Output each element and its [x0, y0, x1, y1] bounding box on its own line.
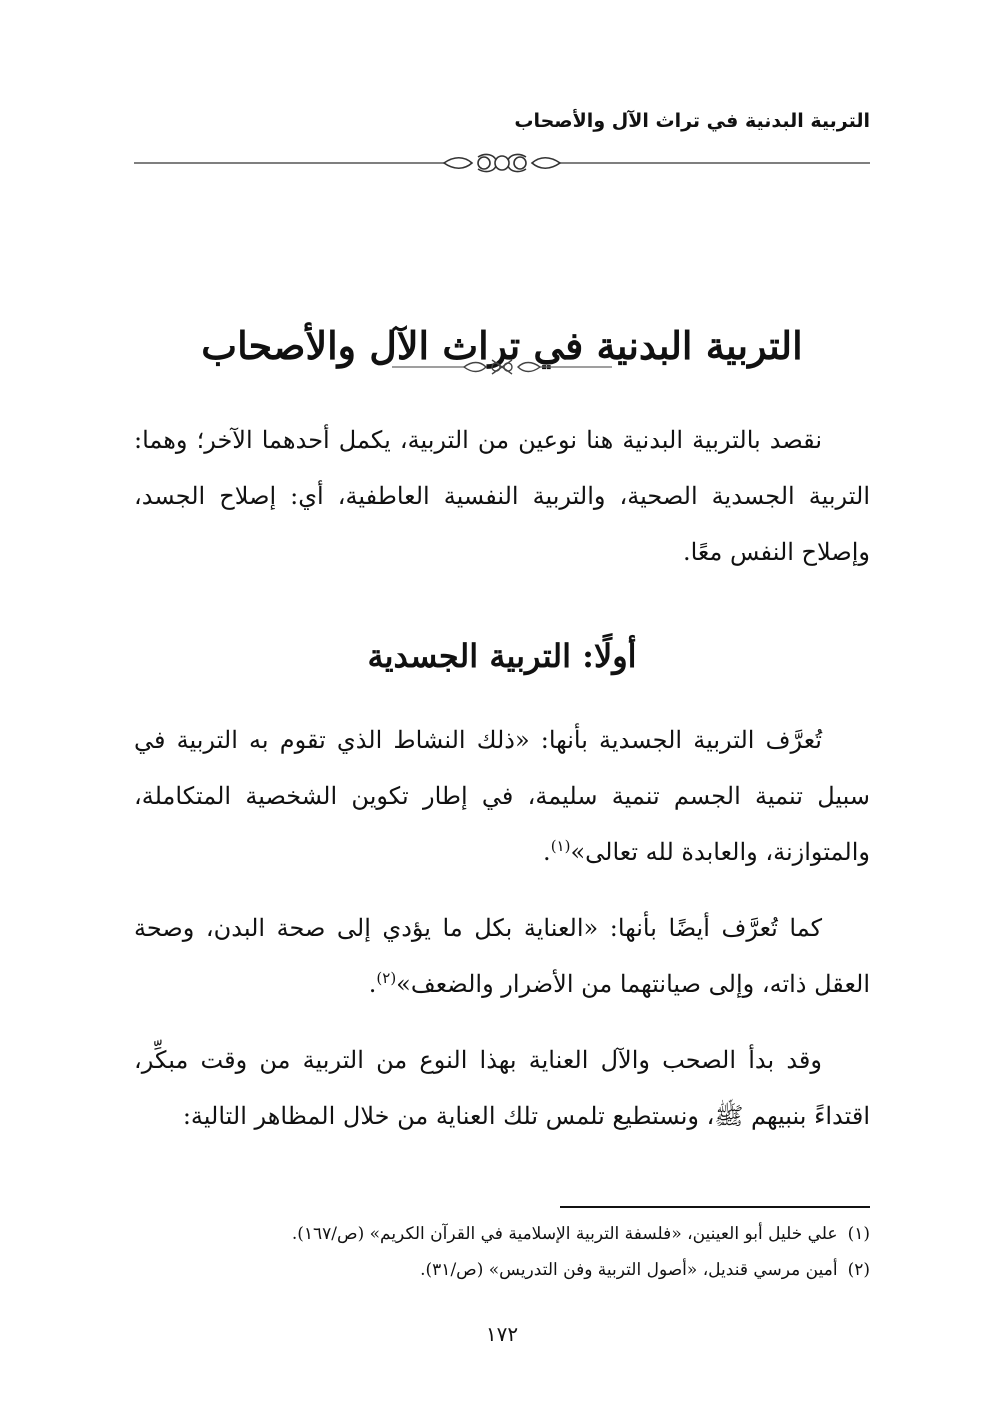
intro-paragraph: نقصد بالتربية البدنية هنا نوعين من التربية، يكمل أحدهما الآخر؛ وهما: التربية الجسدية الصحية، والتربية النفسية العاطفية، أي: إصلاح الجسد، وإصلاح النفس معًا. — [134, 426, 870, 566]
definition-paragraph-1 — [134, 712, 870, 880]
paragraph-text: تُعرَّف التربية الجسدية بأنها: «ذلك النشاط الذي تقوم به التربية في سبيل تنمية الجسم تنمية سليمة، في إطار تكوين الشخصية المتكاملة، والمتوازنة، والعابدة لله تعالى» — [134, 726, 870, 866]
running-header: التربية البدنية في تراث الآل والأصحاب — [514, 110, 870, 132]
footnote-divider — [560, 1206, 870, 1208]
footnote-ref-2[interactable]: (٢) — [376, 969, 397, 987]
footnote-number: (٢) — [847, 1260, 870, 1280]
paragraph-end: . — [368, 970, 377, 998]
paragraph-end: . — [543, 838, 551, 866]
context-paragraph — [134, 1032, 870, 1144]
section-heading: أولًا: التربية الجسدية — [367, 637, 637, 675]
footnote-text: علي خليل أبو العينين، «فلسفة التربية الإسلامية في القرآن الكريم» (ص/١٦٧). — [291, 1224, 838, 1244]
footnote-number: (١) — [847, 1224, 870, 1244]
paragraph-text: وقد بدأ الصحب والآل العناية بهذا النوع من التربية من وقت مبكِّر، اقتداءً بنبيهم ﷺ، ونستطيع تلمس تلك العناية من خلال المظاهر التالية: — [134, 1046, 870, 1130]
paragraph-text: كما تُعرَّف أيضًا بأنها: «العناية بكل ما يؤدي إلى صحة البدن، وصحة العقل ذاته، وإلى صيانتهما من الأضرار والضعف» — [134, 914, 870, 998]
footnote-2 — [134, 1252, 870, 1288]
title-ornament — [392, 356, 612, 378]
header-ornament-rule — [134, 152, 870, 174]
body-text — [134, 412, 870, 1164]
footnote-text: أمين مرسي قنديل، «أصول التربية وفن التدريس» (ص/٣١). — [420, 1260, 838, 1280]
footnote-ref-1[interactable]: (١) — [550, 837, 571, 855]
footnotes — [134, 1216, 870, 1288]
definition-paragraph-2 — [134, 900, 870, 1012]
footnote-1 — [134, 1216, 870, 1252]
page-number: ١٧٢ — [485, 1322, 519, 1346]
chapter-title: التربية البدنية في تراث الآل والأصحاب — [201, 323, 803, 369]
